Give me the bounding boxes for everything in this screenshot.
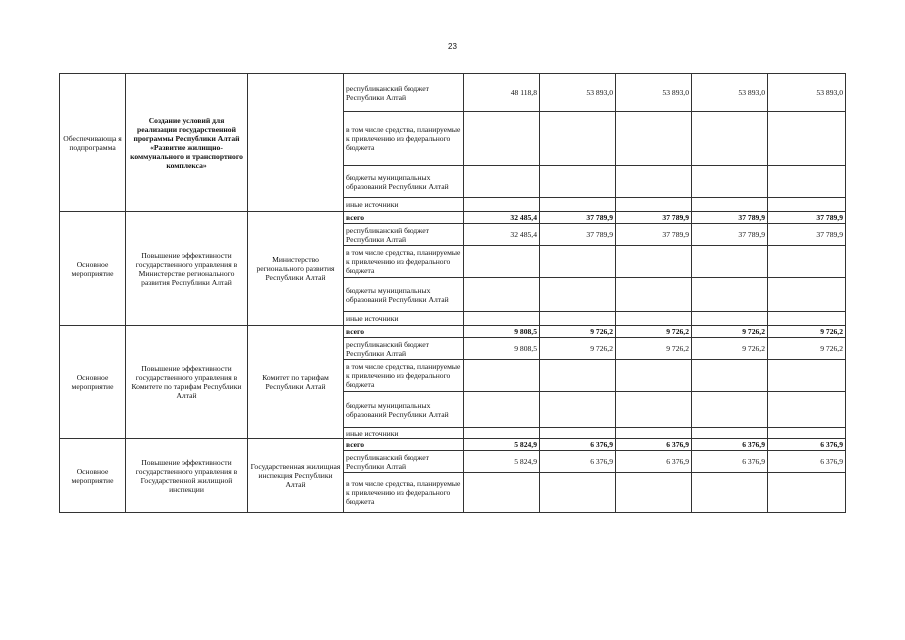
executor-cell (248, 74, 344, 212)
value-cell (464, 312, 540, 326)
program-name-cell: Создание условий для реализации государственной программы Республики Алтай «Развитие жилищно-коммунального и транспортного комплекса» (126, 74, 248, 212)
budget-table (59, 73, 846, 513)
value-cell (692, 112, 768, 166)
value-cell (464, 428, 540, 439)
value-cell: 6 376,9 (616, 451, 692, 473)
funding-source-cell: в том числе средства, планируемые к привлечению из федерального бюджета (344, 112, 464, 166)
funding-source-cell: республиканский бюджет Республики Алтай (344, 451, 464, 473)
value-cell (464, 166, 540, 198)
table-row (60, 74, 846, 112)
funding-source-cell: республиканский бюджет Республики Алтай (344, 74, 464, 112)
value-cell: 9 726,2 (692, 338, 768, 360)
value-cell (692, 312, 768, 326)
value-cell (540, 166, 616, 198)
value-cell: 6 376,9 (768, 451, 846, 473)
value-cell: 6 376,9 (540, 451, 616, 473)
value-cell (692, 246, 768, 278)
value-cell (540, 278, 616, 312)
value-cell: 9 726,2 (616, 326, 692, 338)
value-cell (540, 392, 616, 428)
program-name-cell: Повышение эффективности государственного управления в Министерстве регионального развития Республики Алтай (126, 212, 248, 326)
value-cell (464, 112, 540, 166)
value-cell: 53 893,0 (540, 74, 616, 112)
value-cell (464, 473, 540, 513)
value-cell (540, 112, 616, 166)
funding-source-cell: республиканский бюджет Республики Алтай (344, 338, 464, 360)
funding-source-cell: в том числе средства, планируемые к привлечению из федерального бюджета (344, 360, 464, 392)
value-cell (768, 360, 846, 392)
value-cell: 32 485,4 (464, 224, 540, 246)
value-cell: 37 789,9 (692, 212, 768, 224)
value-cell (616, 278, 692, 312)
value-cell (692, 198, 768, 212)
value-cell (768, 473, 846, 513)
value-cell (616, 198, 692, 212)
value-cell (768, 112, 846, 166)
funding-source-cell: иные источники (344, 312, 464, 326)
value-cell: 9 808,5 (464, 338, 540, 360)
table-row (60, 439, 846, 451)
program-type-cell: Основное мероприятие (60, 439, 126, 513)
value-cell (692, 278, 768, 312)
funding-source-cell: бюджеты муниципальных образований Республики Алтай (344, 278, 464, 312)
executor-cell: Комитет по тарифам Республики Алтай (248, 326, 344, 439)
funding-source-cell: бюджеты муниципальных образований Республики Алтай (344, 166, 464, 198)
value-cell (464, 360, 540, 392)
table-row (60, 212, 846, 224)
value-cell: 5 824,9 (464, 439, 540, 451)
value-cell: 9 726,2 (540, 326, 616, 338)
value-cell (616, 246, 692, 278)
value-cell: 6 376,9 (616, 439, 692, 451)
program-type-cell: Основное мероприятие (60, 326, 126, 439)
value-cell: 37 789,9 (692, 224, 768, 246)
value-cell (692, 360, 768, 392)
funding-source-cell: всего (344, 439, 464, 451)
value-cell: 6 376,9 (692, 439, 768, 451)
value-cell: 37 789,9 (540, 224, 616, 246)
value-cell (692, 392, 768, 428)
value-cell: 32 485,4 (464, 212, 540, 224)
value-cell (768, 198, 846, 212)
value-cell: 53 893,0 (616, 74, 692, 112)
value-cell (768, 312, 846, 326)
funding-source-cell: всего (344, 212, 464, 224)
program-name-cell: Повышение эффективности государственного управления в Комитете по тарифам Республики Алтай (126, 326, 248, 439)
table-row (60, 326, 846, 338)
value-cell (616, 166, 692, 198)
value-cell (540, 246, 616, 278)
value-cell (692, 473, 768, 513)
funding-source-cell: республиканский бюджет Республики Алтай (344, 224, 464, 246)
value-cell: 6 376,9 (768, 439, 846, 451)
value-cell (616, 392, 692, 428)
program-name-cell: Повышение эффективности государственного управления в Государственной жилищной инспекции (126, 439, 248, 513)
value-cell (768, 278, 846, 312)
value-cell: 53 893,0 (768, 74, 846, 112)
value-cell (768, 428, 846, 439)
value-cell: 9 726,2 (768, 338, 846, 360)
value-cell (464, 278, 540, 312)
value-cell: 37 789,9 (616, 212, 692, 224)
value-cell (540, 198, 616, 212)
value-cell: 48 118,8 (464, 74, 540, 112)
value-cell: 5 824,9 (464, 451, 540, 473)
value-cell: 6 376,9 (692, 451, 768, 473)
value-cell: 37 789,9 (616, 224, 692, 246)
value-cell: 9 726,2 (768, 326, 846, 338)
value-cell (768, 392, 846, 428)
value-cell: 37 789,9 (768, 212, 846, 224)
value-cell (464, 246, 540, 278)
value-cell: 9 726,2 (540, 338, 616, 360)
program-type-cell: Обеспечивающа я подпрограмма (60, 74, 126, 212)
page-number: 23 (448, 42, 457, 51)
value-cell: 9 726,2 (692, 326, 768, 338)
value-cell (616, 428, 692, 439)
funding-source-cell: в том числе средства, планируемые к привлечению из федерального бюджета (344, 246, 464, 278)
value-cell (616, 473, 692, 513)
funding-source-cell: всего (344, 326, 464, 338)
value-cell (540, 428, 616, 439)
funding-source-cell: бюджеты муниципальных образований Республики Алтай (344, 392, 464, 428)
funding-source-cell: иные источники (344, 428, 464, 439)
value-cell (768, 246, 846, 278)
value-cell (540, 312, 616, 326)
value-cell: 53 893,0 (692, 74, 768, 112)
funding-source-cell: в том числе средства, планируемые к привлечению из федерального бюджета (344, 473, 464, 513)
value-cell (540, 360, 616, 392)
value-cell: 37 789,9 (768, 224, 846, 246)
value-cell: 6 376,9 (540, 439, 616, 451)
executor-cell: Государственная жилищная инспекция Республики Алтай (248, 439, 344, 513)
value-cell (464, 392, 540, 428)
value-cell (768, 166, 846, 198)
value-cell (616, 112, 692, 166)
executor-cell: Министерство регионального развития Республики Алтай (248, 212, 344, 326)
funding-source-cell: иные источники (344, 198, 464, 212)
value-cell: 9 726,2 (616, 338, 692, 360)
value-cell (616, 360, 692, 392)
value-cell (464, 198, 540, 212)
value-cell (692, 166, 768, 198)
value-cell (616, 312, 692, 326)
value-cell: 37 789,9 (540, 212, 616, 224)
value-cell: 9 808,5 (464, 326, 540, 338)
program-type-cell: Основное мероприятие (60, 212, 126, 326)
value-cell (692, 428, 768, 439)
value-cell (540, 473, 616, 513)
